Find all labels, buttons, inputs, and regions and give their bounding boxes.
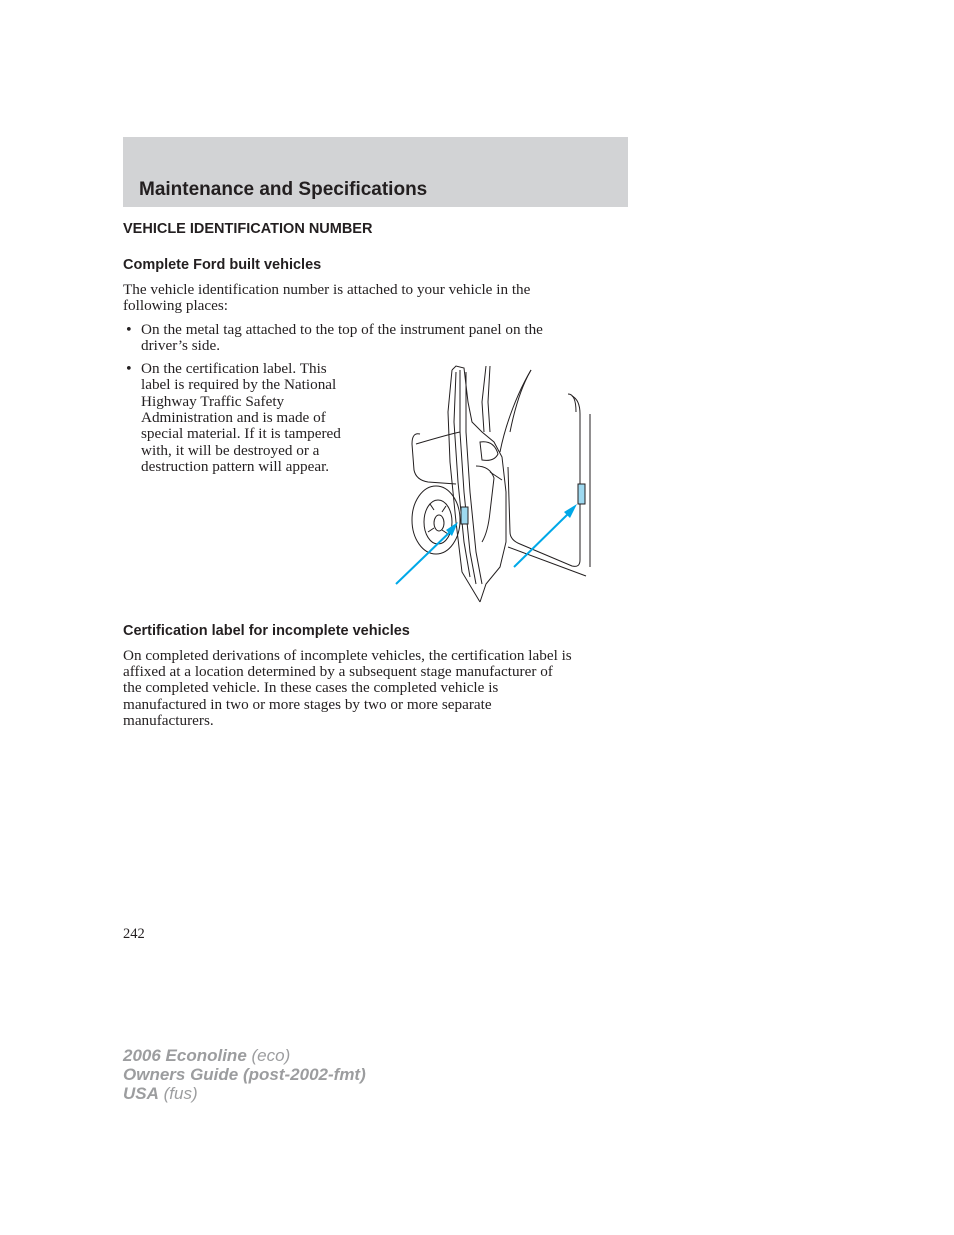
arrow-to-pillar-label <box>514 512 570 567</box>
arrow-to-door-label <box>396 530 452 584</box>
bullet-2-line: On the certification label. This <box>141 360 327 377</box>
footer-doc-info <box>123 1046 366 1103</box>
section-heading: VEHICLE IDENTIFICATION NUMBER <box>123 221 373 237</box>
door-label-marker <box>461 507 468 524</box>
bullet-2-line: special material. If it is tampered <box>141 425 341 442</box>
intro-line-2: following places: <box>123 297 229 314</box>
footer-guide: Owners Guide (post-2002-fmt) <box>123 1065 366 1084</box>
page-number: 242 <box>123 926 145 942</box>
footer-model-code: (eco) <box>251 1046 291 1065</box>
footer-market: USA <box>123 1084 159 1103</box>
bullet-2-line: label is required by the National <box>141 376 337 393</box>
van-door-svg <box>390 362 600 604</box>
para2-line: manufacturers. <box>123 712 214 729</box>
bullet-marker-1: • <box>125 323 133 338</box>
bullet-2-line: Highway Traffic Safety <box>141 393 285 410</box>
pillar-label-marker <box>578 484 585 504</box>
footer-model: 2006 Econoline <box>123 1046 247 1065</box>
van-door-label-location-illustration <box>390 362 600 604</box>
footer-line-1 <box>123 1046 366 1065</box>
footer-market-code: (fus) <box>163 1084 198 1103</box>
chapter-title: Maintenance and Specifications <box>139 179 428 200</box>
bullet-2-line: with, it will be destroyed or a <box>141 442 320 459</box>
para2-line: the completed vehicle. In these cases the completed vehicle is <box>123 679 499 696</box>
header-band <box>123 137 628 207</box>
bullet-1-line-1: On the metal tag attached to the top of the instrument panel on the <box>141 321 543 338</box>
footer-line-2 <box>123 1065 366 1084</box>
intro-line-1: The vehicle identification number is attached to your vehicle in the <box>123 281 531 298</box>
bullet-2-line: Administration and is made of <box>141 409 326 426</box>
subheading-certification-label: Certification label for incomplete vehicles <box>123 623 410 639</box>
para2-line: On completed derivations of incomplete vehicles, the certification label is <box>123 647 572 664</box>
bullet-2-line: destruction pattern will appear. <box>141 458 330 475</box>
para2-line: affixed at a location determined by a subsequent stage manufacturer of <box>123 663 553 680</box>
para2-line: manufactured in two or more stages by two or more separate <box>123 696 492 713</box>
subheading-complete-ford: Complete Ford built vehicles <box>123 257 322 273</box>
footer-line-3 <box>123 1084 366 1103</box>
bullet-1-line-2: driver’s side. <box>141 337 221 354</box>
bullet-marker-2: • <box>125 362 133 377</box>
